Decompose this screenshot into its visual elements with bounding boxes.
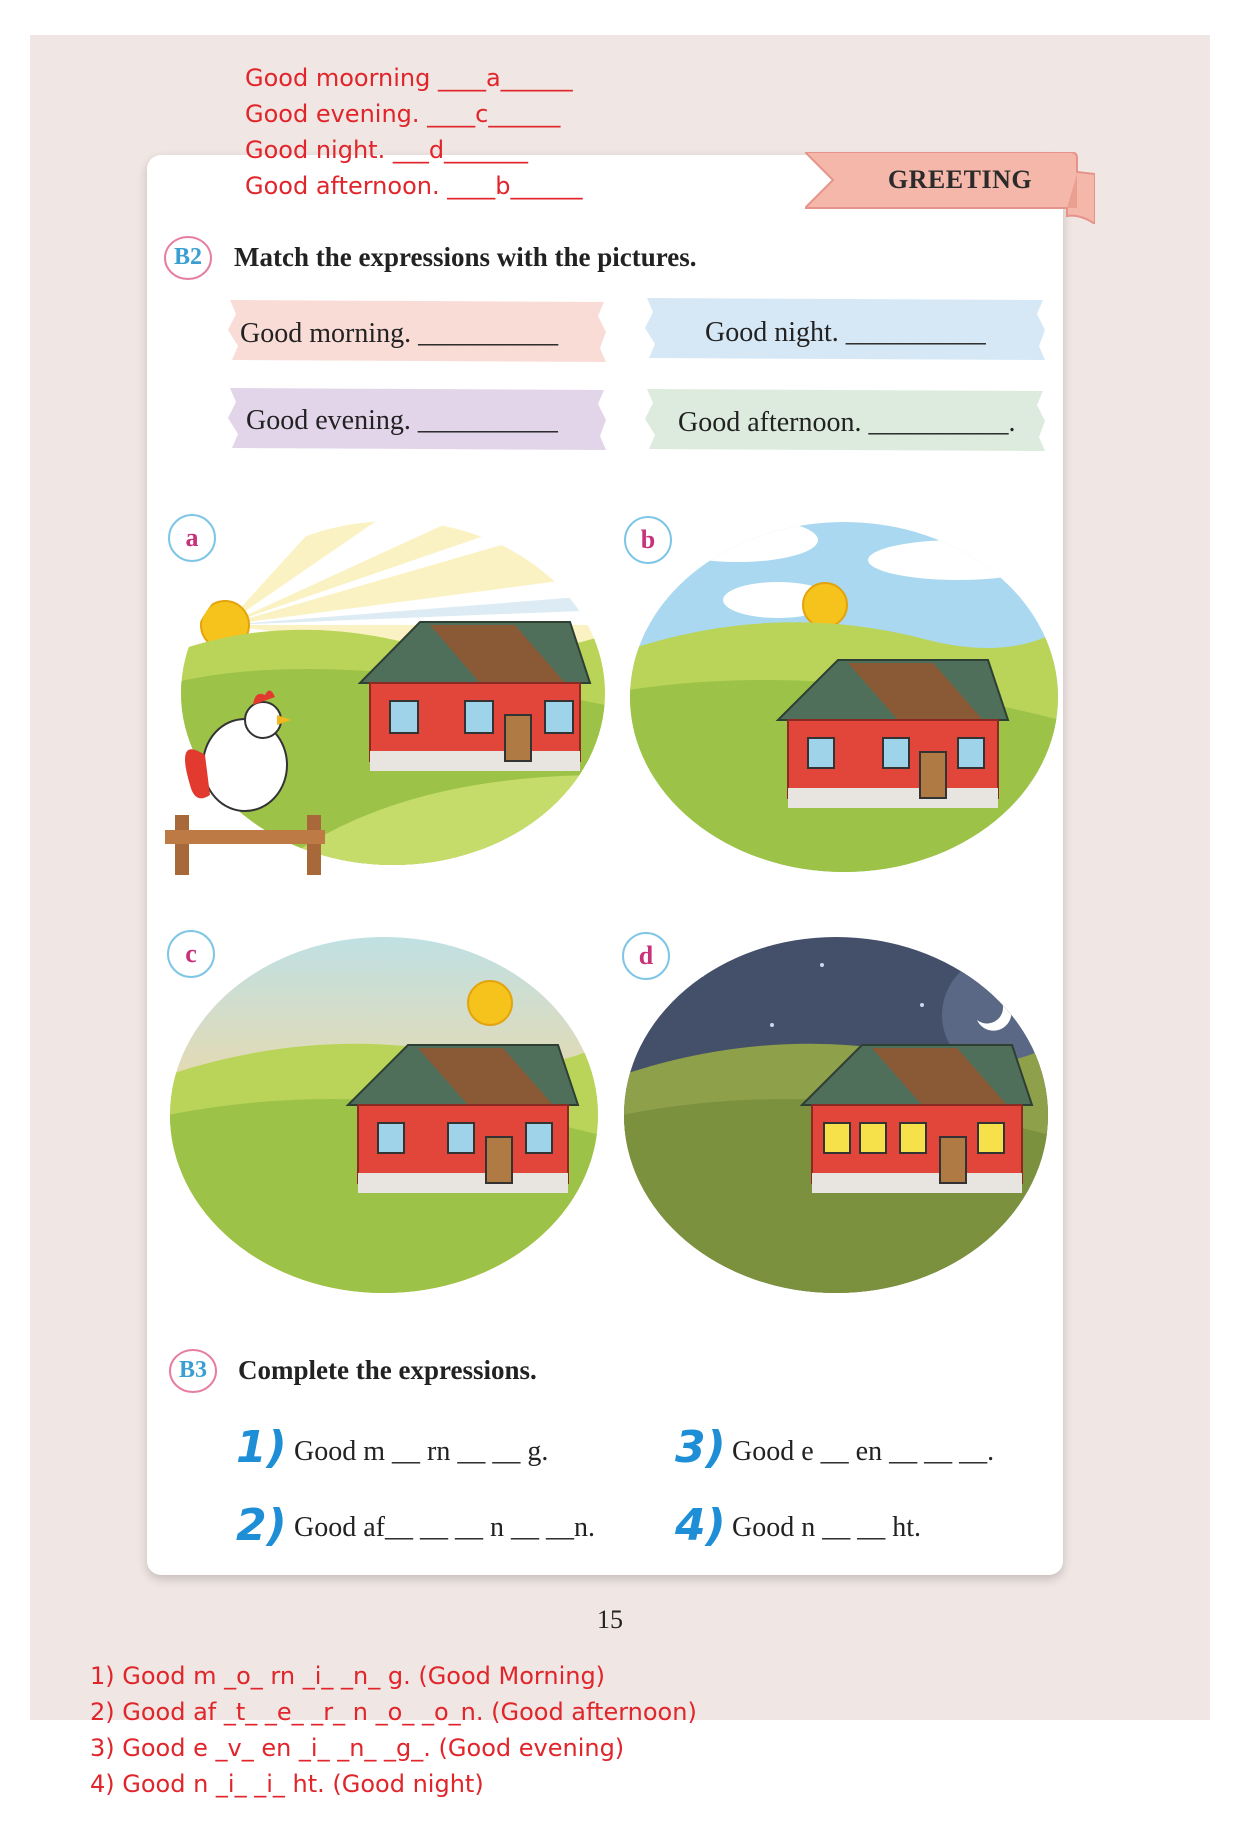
answer-line-3: Good night. ___d_______ xyxy=(245,136,529,164)
letter-d: d xyxy=(638,941,654,970)
b3-badge-label: B3 xyxy=(178,1357,207,1383)
picture-d-night xyxy=(622,935,1050,1295)
answer-line-2: Good evening. ____c______ xyxy=(245,100,561,128)
letter-b: b xyxy=(640,525,656,554)
bottom-answer-4: 4) Good n _i_ _i_ ht. (Good night) xyxy=(90,1770,484,1798)
exercise-1-text: Good m __ rn __ __ g. xyxy=(294,1436,549,1467)
exercise-number-2: 2) xyxy=(236,1500,287,1551)
bottom-answer-2: 2) Good af _t_ _e_ _r_ n _o_ _o_n. (Good afternoon) xyxy=(90,1698,697,1726)
exercise-number-3: 3) xyxy=(675,1422,726,1473)
picture-c-evening xyxy=(168,935,600,1295)
bottom-answer-3: 3) Good e _v_ en _i_ _n_ _g_. (Good evening) xyxy=(90,1734,625,1762)
b3-title: Complete the expressions. xyxy=(238,1355,537,1385)
letter-c: c xyxy=(185,939,197,968)
b2-title: Match the expressions with the pictures. xyxy=(234,242,697,272)
exercise-3-text: Good e __ en __ __ __. xyxy=(732,1436,995,1467)
exercise-2-text: Good af__ __ __ n __ __n. xyxy=(294,1512,595,1543)
expression-good-night: Good night. __________ xyxy=(705,317,986,348)
exercise-number-1: 1) xyxy=(236,1422,287,1473)
page-number: 15 xyxy=(597,1605,623,1634)
expression-good-afternoon: Good afternoon. __________. xyxy=(678,407,1016,438)
letter-a: a xyxy=(185,523,199,552)
answer-line-1: Good moorning ____a______ xyxy=(245,64,573,92)
b2-badge-label: B2 xyxy=(173,244,202,270)
ribbon-label: GREETING xyxy=(887,165,1033,194)
exercise-number-4: 4) xyxy=(675,1500,726,1551)
expression-good-evening: Good evening. __________ xyxy=(246,405,558,436)
expression-good-morning: Good morning. __________ xyxy=(240,318,559,349)
exercise-4-text: Good n __ __ ht. xyxy=(732,1512,921,1543)
picture-b-afternoon xyxy=(628,520,1060,875)
picture-a-morning xyxy=(165,515,605,875)
answer-line-4: Good afternoon. ____b______ xyxy=(245,172,583,200)
bottom-answer-1: 1) Good m _o_ rn _i_ _n_ g. (Good Morning) xyxy=(90,1662,606,1690)
